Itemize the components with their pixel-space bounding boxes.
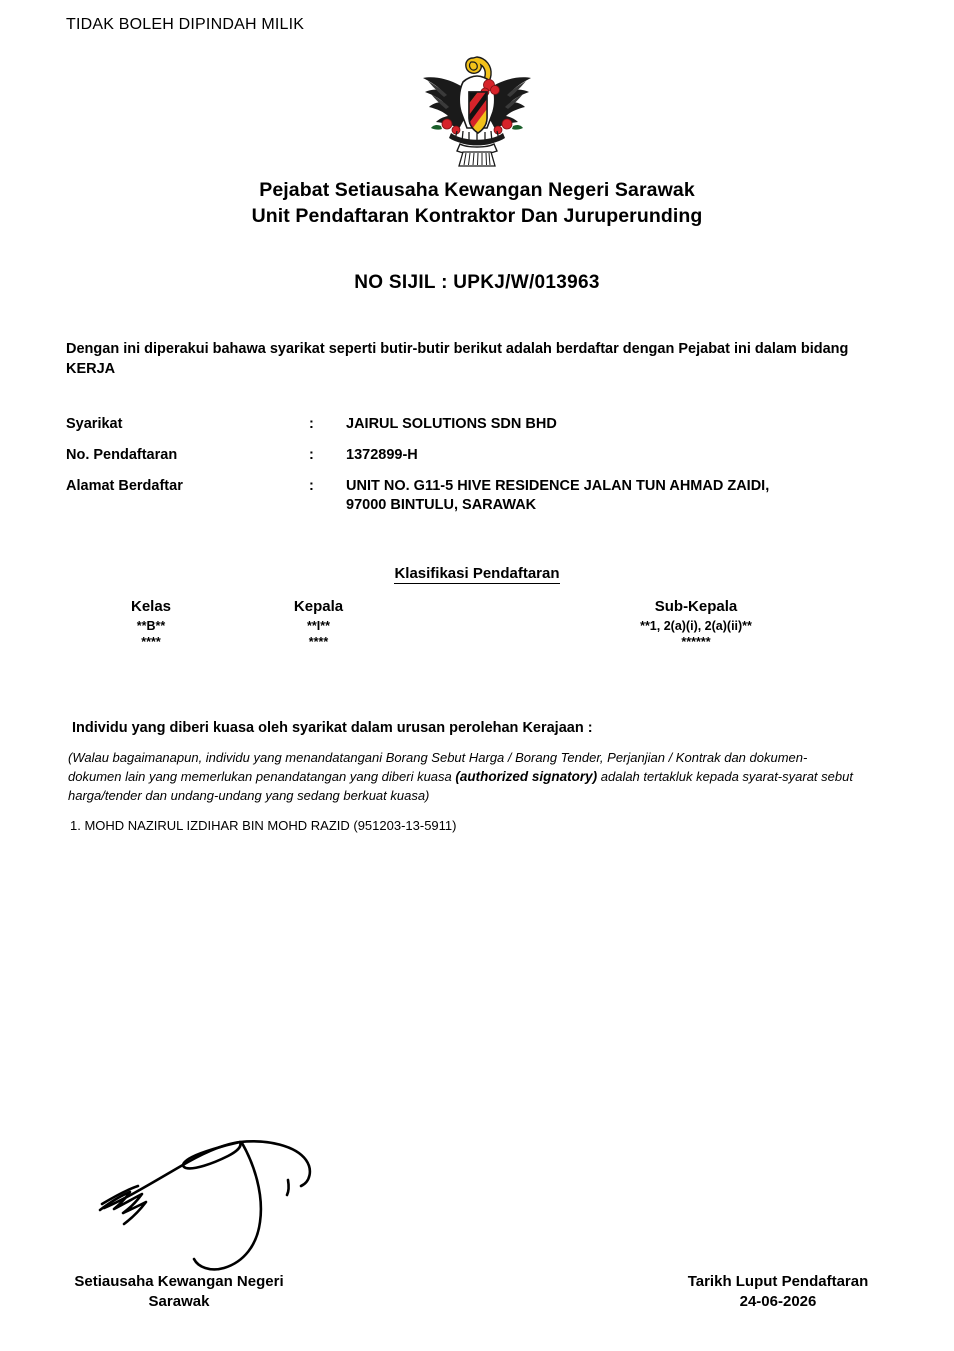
table-row <box>66 477 886 515</box>
table-row <box>66 415 886 434</box>
non-transferable-notice: TIDAK BOLEH DIPINDAH MILIK <box>66 16 305 33</box>
detail-value-alamat-berdaftar <box>346 477 886 515</box>
footer-left-line1: Setiausaha Kewangan Negeri <box>74 1273 284 1290</box>
stars-kelas: **** <box>141 635 161 649</box>
address-line-1: UNIT NO. G11-5 HIVE RESIDENCE JALAN TUN AHMAD ZAIDI, <box>346 478 770 495</box>
expiry-date-value: 24-06-2026 <box>739 1292 817 1310</box>
sarawak-coat-of-arms-icon <box>411 52 543 168</box>
classification-header-row <box>66 598 886 615</box>
signatory-footer-left <box>48 1272 310 1311</box>
column-spacer <box>401 635 506 649</box>
detail-colon: : <box>309 416 314 432</box>
column-spacer <box>401 619 506 633</box>
handwritten-signature <box>82 1112 342 1287</box>
stars-sub-kepala: ****** <box>681 635 711 649</box>
list-item: 1. MOHD NAZIRUL IZDIHAR BIN MOHD RAZID (951203-13-5911) <box>70 818 457 833</box>
column-header-kelas: Kelas <box>130 598 172 615</box>
detail-colon: : <box>309 478 314 495</box>
authorized-signatory-note <box>68 749 858 805</box>
office-title-line1: Pejabat Setiausaha Kewangan Negeri Sarawak <box>259 179 695 201</box>
column-header-kepala: Kepala <box>293 598 344 615</box>
expiry-footer-right <box>648 1272 908 1311</box>
column-header-sub-kepala: Sub-Kepala <box>654 598 738 615</box>
address-line-2: 97000 BINTULU, SARAWAK <box>346 497 537 514</box>
column-spacer <box>401 598 506 615</box>
classification-title-text: Klasifikasi Pendaftaran <box>394 565 560 582</box>
value-kelas: **B** <box>136 619 166 633</box>
authorized-person-list <box>70 818 456 833</box>
note-part-2: adalah tertakluk kepada syarat-syarat sebut harga/tender dan undang-undang yang sedang berkuat kuasa) <box>68 769 853 803</box>
office-title-block <box>0 178 954 229</box>
crest-container <box>0 52 954 168</box>
detail-value-syarikat: JAIRUL SOLUTIONS SDN BHD <box>346 416 557 432</box>
stars-kepala: **** <box>308 635 329 649</box>
note-bold-authorized-signatory: (authorized signatory) <box>455 769 598 785</box>
detail-label-alamat-berdaftar: Alamat Berdaftar <box>66 478 183 495</box>
detail-value-no-pendaftaran: 1372899-H <box>346 447 418 464</box>
classification-table <box>66 598 886 649</box>
classification-stars-row <box>66 635 886 649</box>
table-row <box>66 446 886 465</box>
footer-right-line1: Tarikh Luput Pendaftaran <box>687 1273 869 1290</box>
classification-value-row <box>66 619 886 633</box>
authorized-signatory-heading: Individu yang diberi kuasa oleh syarikat dalam urusan perolehan Kerajaan : <box>72 720 593 736</box>
certification-statement: Dengan ini diperakui bahawa syarikat seperti butir-butir berikut adalah berdaftar dengan Pejabat ini dalam bidang KERJA <box>66 341 849 377</box>
office-title-line2: Unit Pendaftaran Kontraktor Dan Juruperunding <box>251 204 703 227</box>
detail-label-syarikat: Syarikat <box>66 416 123 432</box>
classification-title <box>0 565 954 582</box>
detail-label-no-pendaftaran: No. Pendaftaran <box>66 447 178 464</box>
note-part-1: (Walau bagaimanapun, individu yang menandatangani Borang Sebut Harga / Borang Tender, Perjanjian / Kontrak dan dokumen-dokumen lain yang memerlukan penandatangan yang diberi kuasa <box>68 750 808 785</box>
footer-left-line2: Sarawak <box>148 1292 210 1310</box>
value-sub-kepala: **1, 2(a)(i), 2(a)(ii)** <box>640 619 752 633</box>
company-details-table <box>66 415 886 528</box>
certificate-number: NO SIJIL : UPKJ/W/013963 <box>354 272 600 293</box>
value-kepala: **I** <box>307 619 330 633</box>
detail-colon: : <box>309 447 314 464</box>
